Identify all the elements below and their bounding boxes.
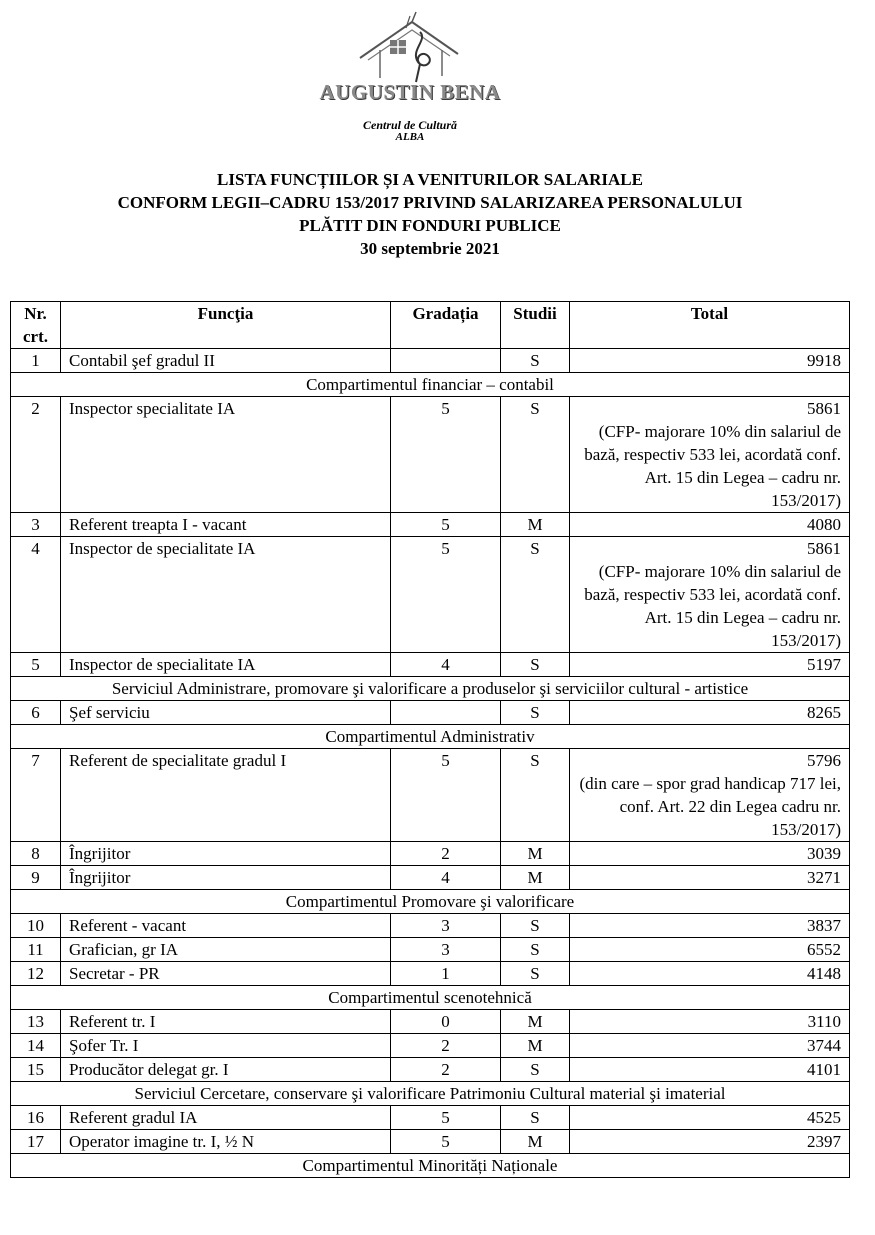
table-row bbox=[11, 1058, 850, 1082]
row-gradatia: 5 bbox=[391, 1106, 501, 1130]
row-studii: S bbox=[501, 653, 570, 677]
row-gradatia: 2 bbox=[391, 1034, 501, 1058]
row-gradatia: 5 bbox=[391, 537, 501, 653]
row-total-cell bbox=[570, 1010, 850, 1034]
header-studii: Studii bbox=[501, 302, 570, 349]
row-function: Referent gradul IA bbox=[61, 1106, 391, 1130]
title-date: 30 septembrie 2021 bbox=[360, 239, 500, 258]
row-total-cell bbox=[570, 914, 850, 938]
row-total: 3837 bbox=[807, 916, 841, 935]
row-function: Îngrijitor bbox=[61, 842, 391, 866]
table-row bbox=[11, 962, 850, 986]
section-row bbox=[11, 373, 850, 397]
row-number: 6 bbox=[11, 701, 61, 725]
section-title: Compartimentul Minorități Naționale bbox=[11, 1154, 850, 1178]
row-number: 4 bbox=[11, 537, 61, 653]
table-row bbox=[11, 1106, 850, 1130]
section-title: Compartimentul scenotehnică bbox=[11, 986, 850, 1010]
row-number: 3 bbox=[11, 513, 61, 537]
row-total-cell bbox=[570, 349, 850, 373]
row-function: Referent tr. I bbox=[61, 1010, 391, 1034]
row-gradatia: 2 bbox=[391, 842, 501, 866]
row-total-cell bbox=[570, 842, 850, 866]
row-gradatia: 5 bbox=[391, 749, 501, 842]
row-number: 13 bbox=[11, 1010, 61, 1034]
row-studii: S bbox=[501, 914, 570, 938]
row-total-cell bbox=[570, 866, 850, 890]
header-total: Total bbox=[570, 302, 850, 349]
row-studii: S bbox=[501, 1058, 570, 1082]
logo-city: ALBA bbox=[395, 131, 425, 143]
row-studii: M bbox=[501, 1034, 570, 1058]
row-studii: S bbox=[501, 749, 570, 842]
row-number: 12 bbox=[11, 962, 61, 986]
row-function: Şef serviciu bbox=[61, 701, 391, 725]
row-total: 4148 bbox=[807, 964, 841, 983]
logo-name: AUGUSTIN BENA bbox=[319, 80, 501, 104]
table-row bbox=[11, 1034, 850, 1058]
row-number: 2 bbox=[11, 397, 61, 513]
row-total: 6552 bbox=[807, 940, 841, 959]
salary-table bbox=[10, 301, 850, 1178]
row-studii: S bbox=[501, 349, 570, 373]
table-row bbox=[11, 938, 850, 962]
row-function: Inspector de specialitate IA bbox=[61, 537, 391, 653]
row-number: 11 bbox=[11, 938, 61, 962]
section-row bbox=[11, 677, 850, 701]
section-title: Compartimentul Administrativ bbox=[11, 725, 850, 749]
row-studii: S bbox=[501, 1106, 570, 1130]
row-gradatia bbox=[391, 701, 501, 725]
row-function: Şofer Tr. I bbox=[61, 1034, 391, 1058]
section-row bbox=[11, 1154, 850, 1178]
table-body bbox=[11, 349, 850, 1178]
row-function: Referent treapta I - vacant bbox=[61, 513, 391, 537]
row-total: 9918 bbox=[807, 351, 841, 370]
row-function: Contabil şef gradul II bbox=[61, 349, 391, 373]
row-studii: S bbox=[501, 701, 570, 725]
row-total: 2397 bbox=[807, 1132, 841, 1151]
row-total: 5861 bbox=[807, 539, 841, 558]
row-gradatia: 1 bbox=[391, 962, 501, 986]
row-total: 3271 bbox=[807, 868, 841, 887]
house-music-icon bbox=[350, 10, 470, 85]
table-row bbox=[11, 349, 850, 373]
row-number: 16 bbox=[11, 1106, 61, 1130]
row-studii: M bbox=[501, 866, 570, 890]
table-row bbox=[11, 914, 850, 938]
section-title: Serviciul Administrare, promovare şi valorificare a produselor şi serviciilor cultural - artistice bbox=[11, 677, 850, 701]
row-gradatia: 4 bbox=[391, 653, 501, 677]
row-number: 14 bbox=[11, 1034, 61, 1058]
row-total-cell bbox=[570, 513, 850, 537]
table-row bbox=[11, 537, 850, 653]
row-total-note: (CFP- majorare 10% din salariul de bază, respectiv 533 lei, acordată conf. Art. 15 din Legea – cadru nr. 153/2017) bbox=[584, 422, 841, 510]
row-number: 10 bbox=[11, 914, 61, 938]
row-studii: S bbox=[501, 537, 570, 653]
row-function: Inspector specialitate IA bbox=[61, 397, 391, 513]
row-gradatia: 3 bbox=[391, 914, 501, 938]
table-row bbox=[11, 1010, 850, 1034]
row-gradatia: 5 bbox=[391, 397, 501, 513]
table-row bbox=[11, 1130, 850, 1154]
title-line-1: LISTA FUNCȚIILOR ȘI A VENITURILOR SALARIALE bbox=[217, 170, 643, 189]
row-total-cell bbox=[570, 653, 850, 677]
logo-subtitle: Centrul de Cultură bbox=[362, 118, 458, 132]
row-function: Operator imagine tr. I, ½ N bbox=[61, 1130, 391, 1154]
row-total-cell bbox=[570, 749, 850, 842]
row-studii: S bbox=[501, 962, 570, 986]
section-row bbox=[11, 890, 850, 914]
row-gradatia: 5 bbox=[391, 1130, 501, 1154]
row-number: 8 bbox=[11, 842, 61, 866]
row-total-cell bbox=[570, 1058, 850, 1082]
row-total: 4080 bbox=[807, 515, 841, 534]
row-number: 1 bbox=[11, 349, 61, 373]
title-line-2: CONFORM LEGII–CADRU 153/2017 PRIVIND SALARIZAREA PERSONALULUI bbox=[117, 193, 743, 212]
row-total-cell bbox=[570, 938, 850, 962]
row-function: Inspector de specialitate IA bbox=[61, 653, 391, 677]
row-number: 17 bbox=[11, 1130, 61, 1154]
row-gradatia: 2 bbox=[391, 1058, 501, 1082]
row-studii: M bbox=[501, 1010, 570, 1034]
title-line-3: PLĂTIT DIN FONDURI PUBLICE bbox=[299, 216, 561, 235]
row-studii: M bbox=[501, 513, 570, 537]
row-total: 5197 bbox=[807, 655, 841, 674]
section-row bbox=[11, 986, 850, 1010]
row-total-cell bbox=[570, 1034, 850, 1058]
row-total: 8265 bbox=[807, 703, 841, 722]
row-total-note: (CFP- majorare 10% din salariul de bază, respectiv 533 lei, acordată conf. Art. 15 din Legea – cadru nr. 153/2017) bbox=[584, 562, 841, 650]
section-title: Compartimentul financiar – contabil bbox=[11, 373, 850, 397]
table-row bbox=[11, 513, 850, 537]
section-title: Serviciul Cercetare, conservare şi valorificare Patrimoniu Cultural material şi imaterial bbox=[11, 1082, 850, 1106]
row-total: 4101 bbox=[807, 1060, 841, 1079]
row-total-cell bbox=[570, 701, 850, 725]
row-number: 15 bbox=[11, 1058, 61, 1082]
row-number: 9 bbox=[11, 866, 61, 890]
table-header-row bbox=[11, 302, 850, 349]
document-title bbox=[0, 168, 860, 260]
row-total: 4525 bbox=[807, 1108, 841, 1127]
header-gradatia: Gradația bbox=[391, 302, 501, 349]
row-function: Referent de specialitate gradul I bbox=[61, 749, 391, 842]
row-studii: M bbox=[501, 1130, 570, 1154]
table-row bbox=[11, 701, 850, 725]
header-nr: Nr. crt. bbox=[11, 302, 61, 349]
section-row bbox=[11, 725, 850, 749]
table-row bbox=[11, 866, 850, 890]
row-total-cell bbox=[570, 962, 850, 986]
row-number: 7 bbox=[11, 749, 61, 842]
row-total-cell bbox=[570, 397, 850, 513]
row-studii: M bbox=[501, 842, 570, 866]
row-total-cell bbox=[570, 1130, 850, 1154]
row-gradatia bbox=[391, 349, 501, 373]
row-function: Producător delegat gr. I bbox=[61, 1058, 391, 1082]
row-gradatia: 3 bbox=[391, 938, 501, 962]
row-gradatia: 0 bbox=[391, 1010, 501, 1034]
row-total-cell bbox=[570, 1106, 850, 1130]
row-gradatia: 5 bbox=[391, 513, 501, 537]
row-function: Grafician, gr IA bbox=[61, 938, 391, 962]
section-row bbox=[11, 1082, 850, 1106]
logo bbox=[300, 10, 520, 143]
row-studii: S bbox=[501, 938, 570, 962]
row-total: 3110 bbox=[807, 1012, 841, 1031]
row-total: 3744 bbox=[807, 1036, 841, 1055]
row-total: 5796 bbox=[807, 751, 841, 770]
row-total-cell bbox=[570, 537, 850, 653]
row-function: Secretar - PR bbox=[61, 962, 391, 986]
row-number: 5 bbox=[11, 653, 61, 677]
header-functia: Funcţia bbox=[61, 302, 391, 349]
row-studii: S bbox=[501, 397, 570, 513]
row-gradatia: 4 bbox=[391, 866, 501, 890]
section-title: Compartimentul Promovare şi valorificare bbox=[11, 890, 850, 914]
row-total: 5861 bbox=[807, 399, 841, 418]
table-row bbox=[11, 653, 850, 677]
row-total: 3039 bbox=[807, 844, 841, 863]
table-row bbox=[11, 397, 850, 513]
row-function: Referent - vacant bbox=[61, 914, 391, 938]
table-row bbox=[11, 749, 850, 842]
table-row bbox=[11, 842, 850, 866]
row-function: Îngrijitor bbox=[61, 866, 391, 890]
row-total-note: (din care – spor grad handicap 717 lei, conf. Art. 22 din Legea cadru nr. 153/2017) bbox=[579, 774, 841, 839]
